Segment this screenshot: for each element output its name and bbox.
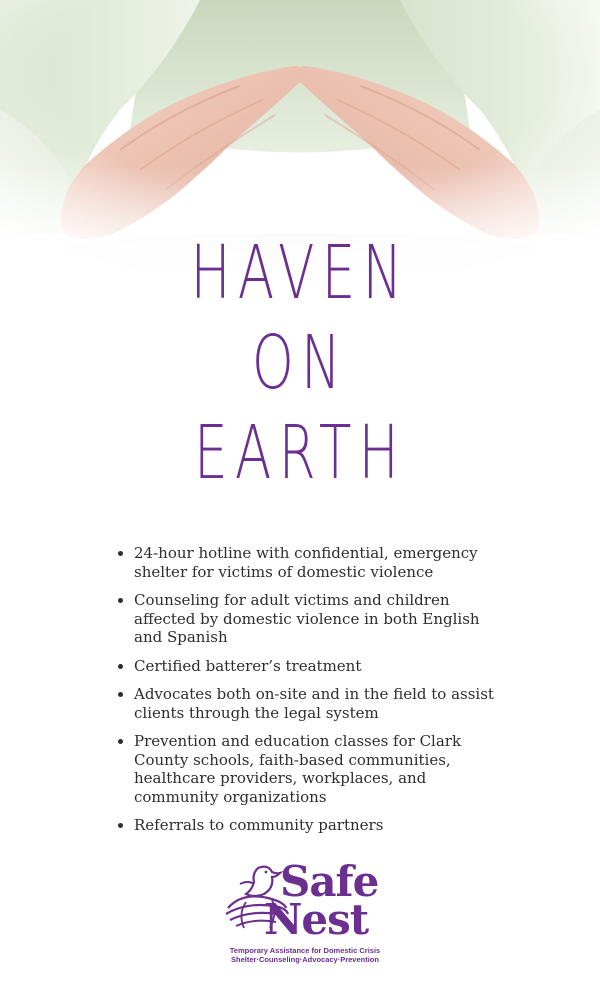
logo-word-safe: Safe [280,857,379,906]
list-item [118,657,498,676]
bullet-icon [118,664,123,669]
service-text: 24-hour hotline with confidential, emergency shelter for victims of domestic violence [134,544,478,581]
service-text: Prevention and education classes for Clark County schools, faith-based communities, healthcare providers, workplaces, and community organizations [134,732,462,806]
services-list [118,544,498,845]
service-text: Advocates both on-site and in the field to assist clients through the legal system [134,685,494,722]
bullet-icon [118,598,123,603]
logo-word-nest: Nest [264,895,369,944]
list-item [118,732,498,806]
bullet-icon [118,823,123,828]
list-item [118,685,498,722]
safe-nest-logo [220,857,390,970]
bullet-icon [118,551,123,556]
logo-tagline-2: Shelter·Counseling·Advocacy·Prevention [231,955,379,964]
service-text: Certified batterer’s treatment [134,656,362,675]
list-item [118,591,498,647]
service-text: Referrals to community partners [134,816,384,834]
headline-line-3: EARTH [194,410,406,496]
logo-tagline-1: Temporary Assistance for Domestic Crisis [229,946,381,955]
bullet-icon [118,739,123,744]
headline-line-1: HAVEN [190,230,410,316]
list-item [118,544,498,581]
headline [0,228,600,498]
bullet-icon [118,692,123,697]
service-text: Counseling for adult victims and children affected by domestic violence in both English and Spanish [134,591,480,646]
list-item [118,816,498,835]
headline-line-2: ON [251,320,349,406]
